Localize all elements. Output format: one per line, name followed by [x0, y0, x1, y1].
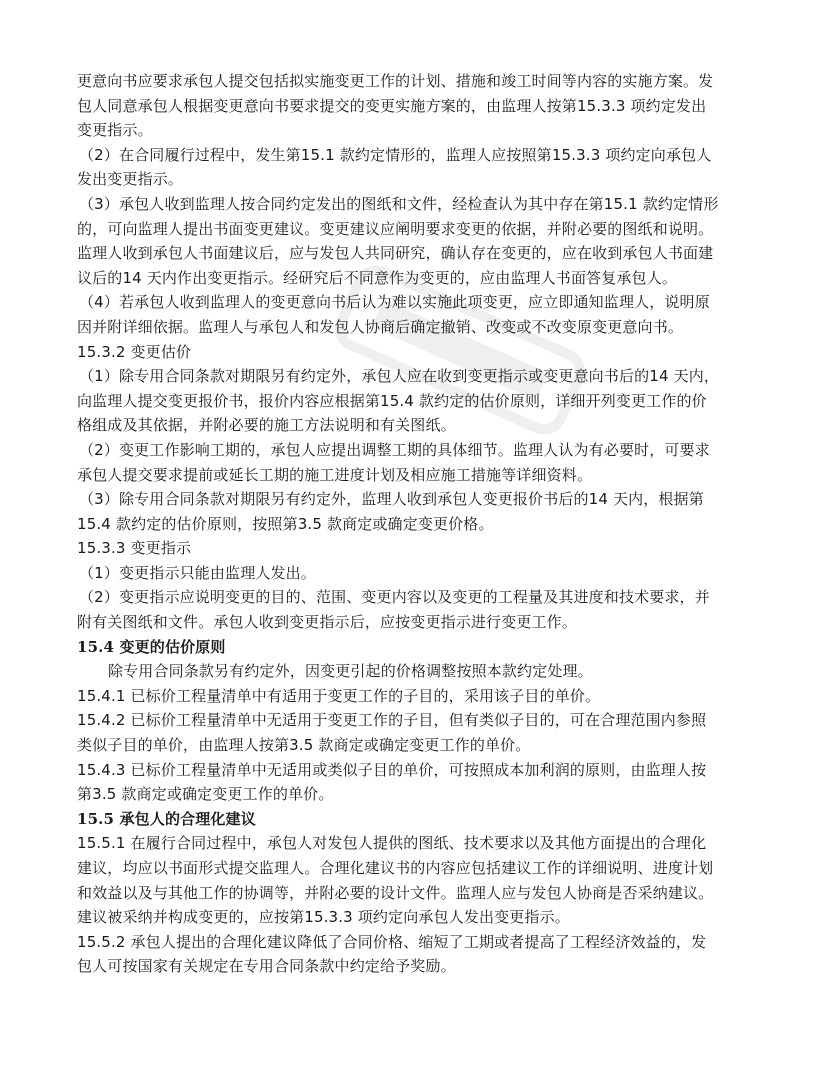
text-line: （2）在合同履行过程中，发生第15.1 款约定情形的，监理人应按照第15.3.3 项约定向承包人 — [79, 145, 712, 164]
text-line: 类似子目的单价，由监理人按第3.5 款商定或确定变更工作的单价。 — [77, 736, 531, 755]
section-heading: 15.4 变更的估价原则 — [77, 637, 226, 656]
text-line: 因并附详细依据。监理人与承包人和发包人协商后确定撤销、改变或不改变原变更意向书。 — [77, 317, 684, 336]
text-line: （3）承包人收到监理人按合同约定发出的图纸和文件，经检查认为其中存在第15.1 款约定情形 — [79, 194, 719, 213]
text-line: 更意向书应要求承包人提交包括拟实施变更工作的计划、措施和竣工时间等内容的实施方案。发 — [77, 72, 714, 90]
text-line: 建议被采纳并构成变更的，应按第15.3.3 项约定向承包人发出变更指示。 — [77, 908, 570, 927]
text-line: 格组成及其依据，并附必要的施工方法说明和有关图纸。 — [77, 416, 456, 435]
text-line: 除专用合同条款另有约定外，因变更引起的价格调整按照本款约定处理。 — [108, 662, 593, 681]
text-line: （2）变更指示应说明变更的目的、范围、变更内容以及变更的工程量及其进度和技术要求，并 — [79, 588, 710, 607]
text-line: 第3.5 款商定或确定变更工作的单价。 — [77, 785, 334, 804]
text-line: （1）除专用合同条款对期限另有约定外，承包人应在收到变更指示或变更意向书后的14 天内， — [79, 367, 720, 386]
text-line: 向监理人提交变更报价书，报价内容应根据第15.4 款约定的估价原则，详细开列变更工作的价 — [77, 391, 707, 410]
text-line: （1）变更指示只能由监理人发出。 — [79, 563, 316, 582]
text-line: 议后的14 天内作出变更指示。经研究后不同意作为变更的，应由监理人书面答复承包人。 — [77, 268, 678, 287]
text-line: 15.4.2 已标价工程量清单中无适用于变更工作的子目，但有类似子目的，可在合理范围内参照 — [77, 711, 707, 730]
text-line: 和效益以及与其他工作的协调等，并附必要的设计文件。监理人应与发包人协商是否采纳建议。 — [77, 883, 714, 902]
text-line: 15.4.3 已标价工程量清单中无适用或类似子目的单价，可按照成本加利润的原则，由监理人按 — [77, 760, 707, 779]
section-heading: 15.5 承包人的合理化建议 — [77, 809, 256, 828]
text-line: 15.3.3 变更指示 — [77, 539, 192, 558]
text-line: 的，可向监理人提出书面变更建议。变更建议应阐明要求变更的依据，并附必要的图纸和说明。 — [77, 219, 714, 238]
text-line: 15.3.2 变更估价 — [77, 342, 192, 361]
text-line: 承包人提交要求提前或延长工期的施工进度计划及相应施工措施等详细资料。 — [77, 465, 593, 484]
text-line: （3）除专用合同条款对期限另有约定外，监理人收到承包人变更报价书后的14 天内，根据第 — [79, 490, 704, 509]
document-page — [77, 69, 757, 979]
text-line: 15.4 款约定的估价原则，按照第3.5 款商定或确定变更价格。 — [77, 514, 494, 533]
text-line: 包人同意承包人根据变更意向书要求提交的变更实施方案的，由监理人按第15.3.3 项约定发出 — [77, 96, 707, 115]
text-line: 15.4.1 已标价工程量清单中有适用于变更工作的子目的，采用该子目的单价。 — [77, 686, 601, 705]
text-line: 建议，均应以书面形式提交监理人。合理化建议书的内容应包括建议工作的详细说明、进度计划 — [77, 859, 714, 877]
text-line: 15.5.1 在履行合同过程中，承包人对发包人提供的图纸、技术要求以及其他方面提出的合理化 — [77, 834, 707, 853]
text-line: 变更指示。 — [77, 121, 153, 140]
text-line: （4）若承包人收到监理人的变更意向书后认为难以实施此项变更，应立即通知监理人，说明原 — [79, 293, 710, 312]
text-line: 包人可按国家有关规定在专用合同条款中约定给予奖励。 — [77, 957, 456, 976]
text-line: 监理人收到承包人书面建议后，应与发包人共同研究，确认存在变更的，应在收到承包人书面建 — [77, 244, 714, 263]
text-line: 附有关图纸和文件。承包人收到变更指示后，应按变更指示进行变更工作。 — [77, 613, 577, 632]
text-line: （2）变更工作影响工期的，承包人应提出调整工期的具体细节。监理人认为有必要时，可要求 — [79, 440, 710, 459]
text-line: 发出变更指示。 — [77, 170, 184, 189]
text-line: 15.5.2 承包人提出的合理化建议降低了合同价格、缩短了工期或者提高了工程经济效益的，发 — [77, 932, 707, 951]
